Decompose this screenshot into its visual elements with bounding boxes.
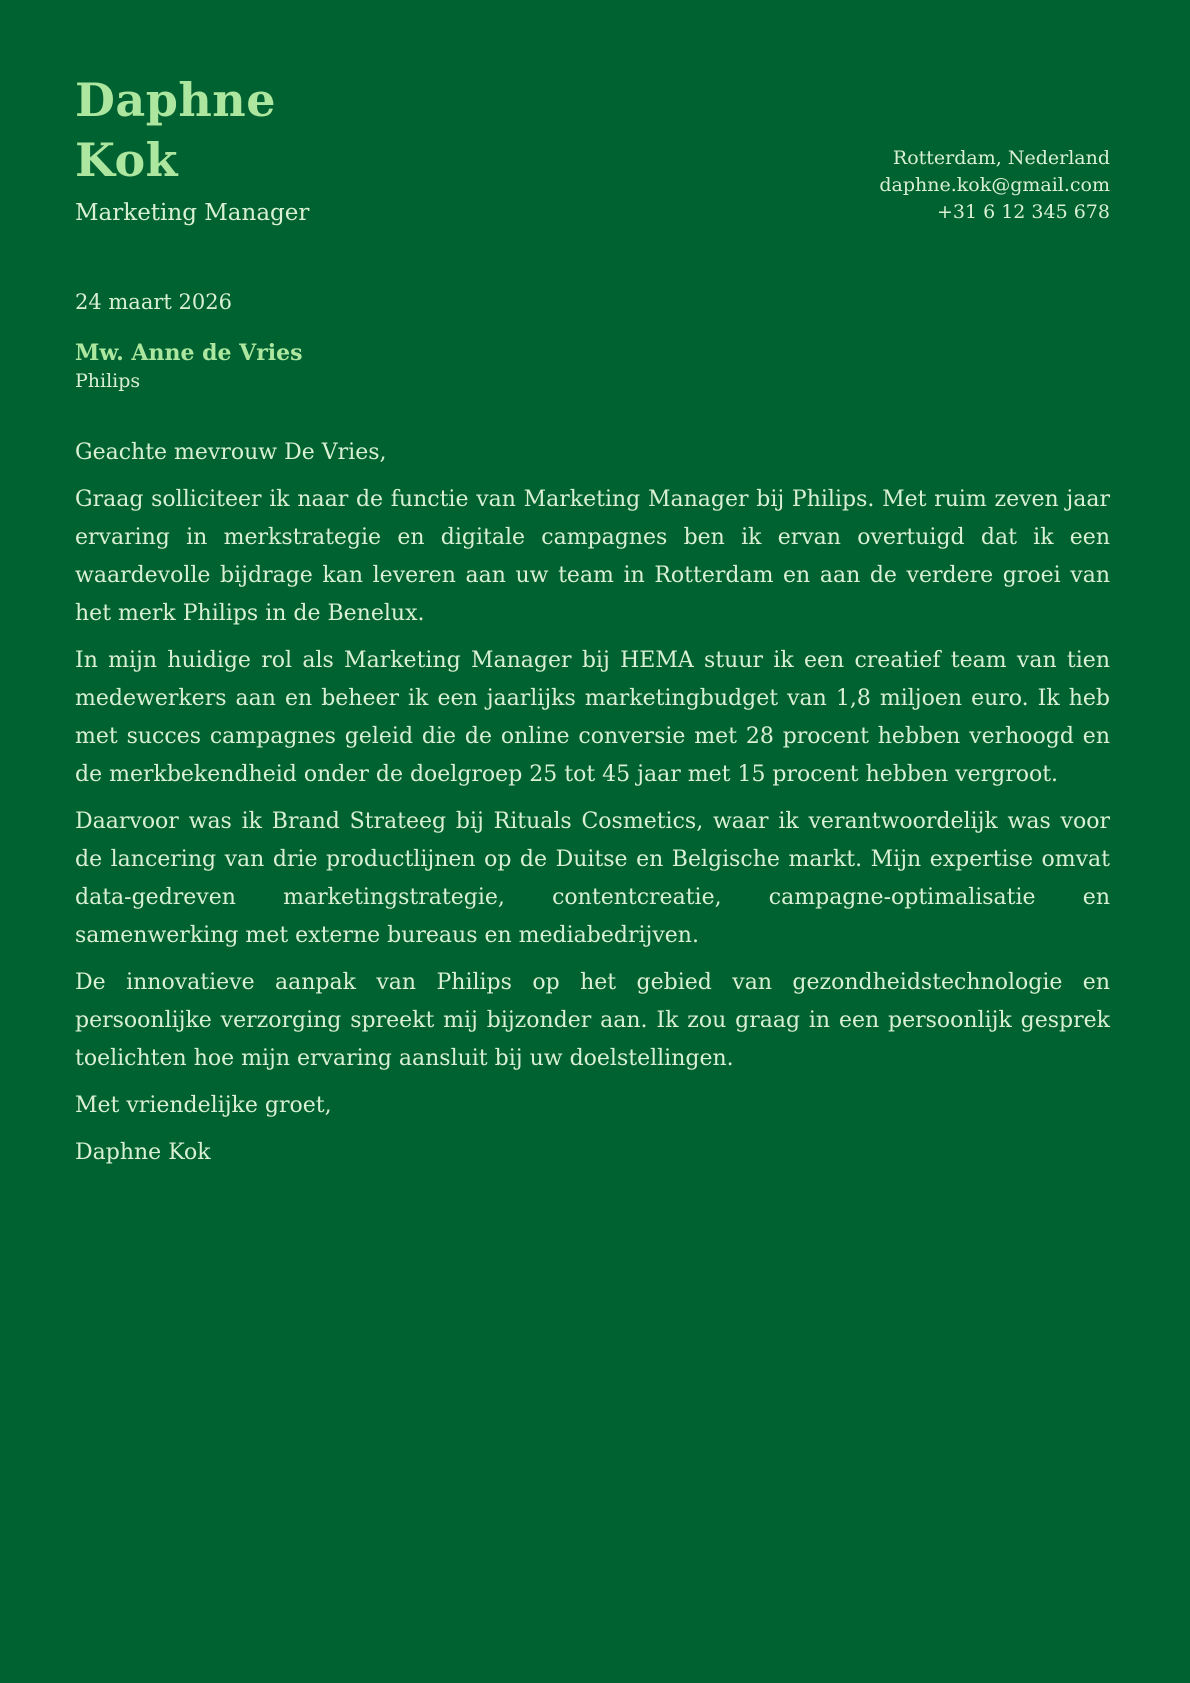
body-paragraph: In mijn huidige rol als Marketing Manager bij HEMA stuur ik een creatief team van tien medewerkers aan en beheer ik een jaarlijks marketingbudget van 1,8 miljoen euro. Ik heb met succes campagnes geleid die de online conversie met 28 procent hebben verhoogd en de merkbekendheid onder de doelgroep 25 tot 45 jaar met 15 procent hebben vergroot. xyxy=(75,648,1110,787)
contact-info xyxy=(879,145,1110,226)
recipient-block xyxy=(75,338,1110,394)
sender-job-title: Marketing Manager xyxy=(75,200,310,226)
contact-email: daphne.kok@gmail.com xyxy=(879,174,1110,196)
body-paragraph: Graag solliciteer ik naar de functie van Marketing Manager bij Philips. Met ruim zeven jaar ervaring in merkstrategie en digitale campagnes ben ik ervan overtuigd dat ik een waardevolle bijdrage kan leveren aan uw team in Rotterdam en aan de verdere groei van het merk Philips in de Benelux. xyxy=(75,487,1110,626)
letter-date: 24 maart 2026 xyxy=(75,290,232,314)
letter-body xyxy=(75,434,1110,1172)
salutation: Geachte mevrouw De Vries, xyxy=(75,440,387,465)
sender-name-line2: Kok xyxy=(75,133,179,187)
sender-identity xyxy=(75,70,309,228)
body-paragraph: Daarvoor was ik Brand Strateeg bij Rituals Cosmetics, waar ik verantwoordelijk was voor de lancering van drie productlijnen op de Duitse en Belgische markt. Mijn expertise omvat data-gedreven marketingstrategie, contentcreatie, campagne-optimalisatie en samenwerking met externe bureaus en mediabedrijven. xyxy=(75,809,1110,948)
letter-header xyxy=(75,70,1110,228)
sender-name-line1: Daphne xyxy=(75,73,277,127)
recipient-company: Philips xyxy=(75,370,141,392)
contact-location: Rotterdam, Nederland xyxy=(892,147,1110,169)
contact-phone: +31 6 12 345 678 xyxy=(936,201,1110,223)
closing-salutation: Met vriendelijke groet, xyxy=(75,1093,332,1118)
signature-name: Daphne Kok xyxy=(75,1140,211,1165)
recipient-name: Mw. Anne de Vries xyxy=(75,340,303,366)
body-paragraph: De innovatieve aanpak van Philips op het gebied van gezondheidstechnologie en persoonlijke verzorging spreekt mij bijzonder aan. Ik zou graag in een persoonlijk gesprek toelichten hoe mijn ervaring aansluit bij uw doelstellingen. xyxy=(75,970,1110,1071)
